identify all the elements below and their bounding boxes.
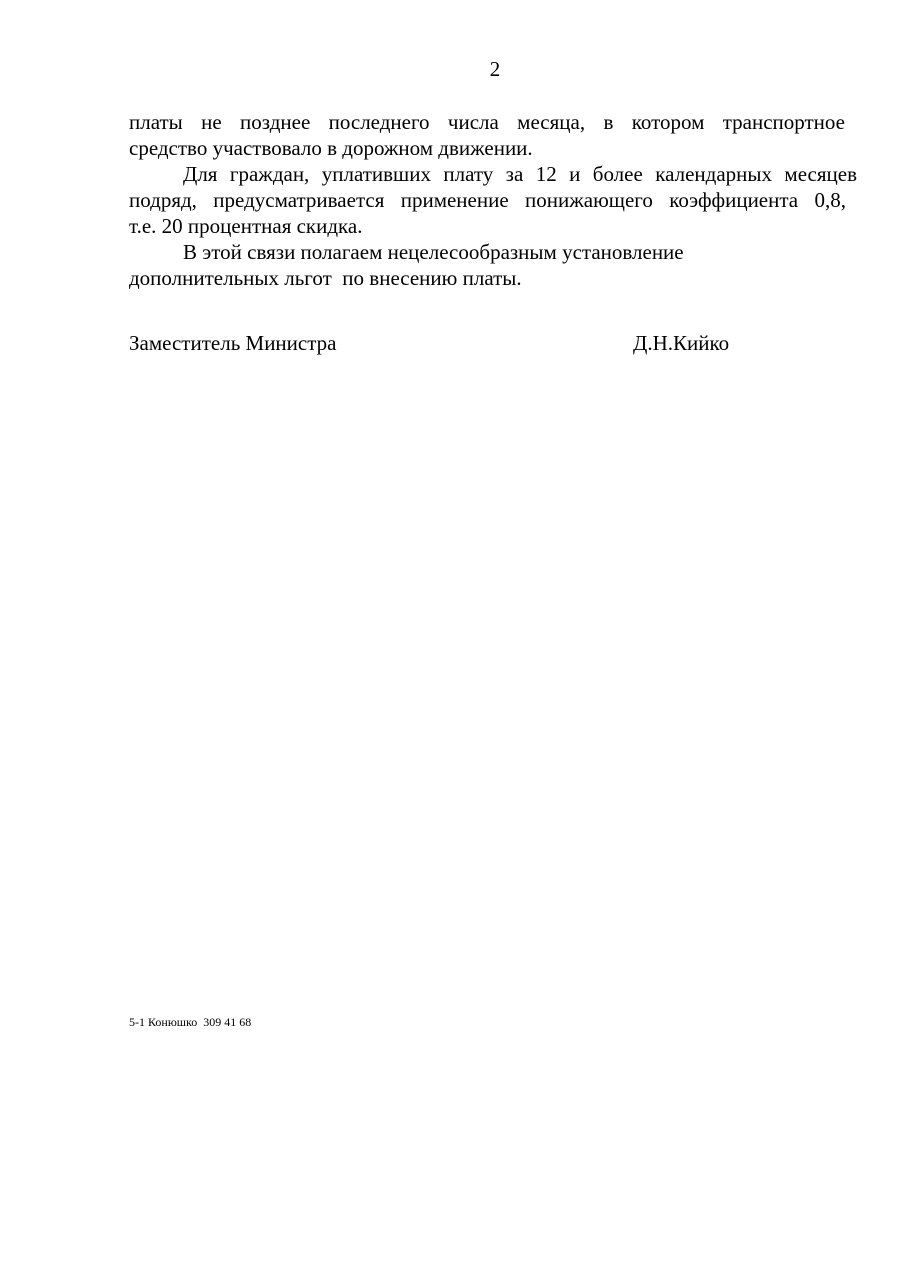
body-line-3: Для граждан, уплативших плату за 12 и более календарных месяцев bbox=[183, 162, 857, 186]
body-line-7: дополнительных льгот по внесению платы. bbox=[129, 266, 522, 290]
body-line-5: т.е. 20 процентная скидка. bbox=[129, 214, 363, 238]
executor-note: 5-1 Конюшко 309 41 68 bbox=[129, 1015, 252, 1029]
signatory-title: Заместитель Министра bbox=[129, 331, 337, 355]
body-line-4: подряд, предусматривается применение понижающего коэффициента 0,8, bbox=[129, 188, 846, 212]
body-line-1: платы не позднее последнего числа месяца, в котором транспортное bbox=[129, 110, 845, 134]
page-number: 2 bbox=[489, 57, 501, 81]
body-line-6: В этой связи полагаем нецелесообразным установление bbox=[183, 240, 684, 264]
signatory-name: Д.Н.Кийко bbox=[633, 331, 730, 355]
body-line-2: средство участвовало в дорожном движении. bbox=[129, 136, 533, 160]
